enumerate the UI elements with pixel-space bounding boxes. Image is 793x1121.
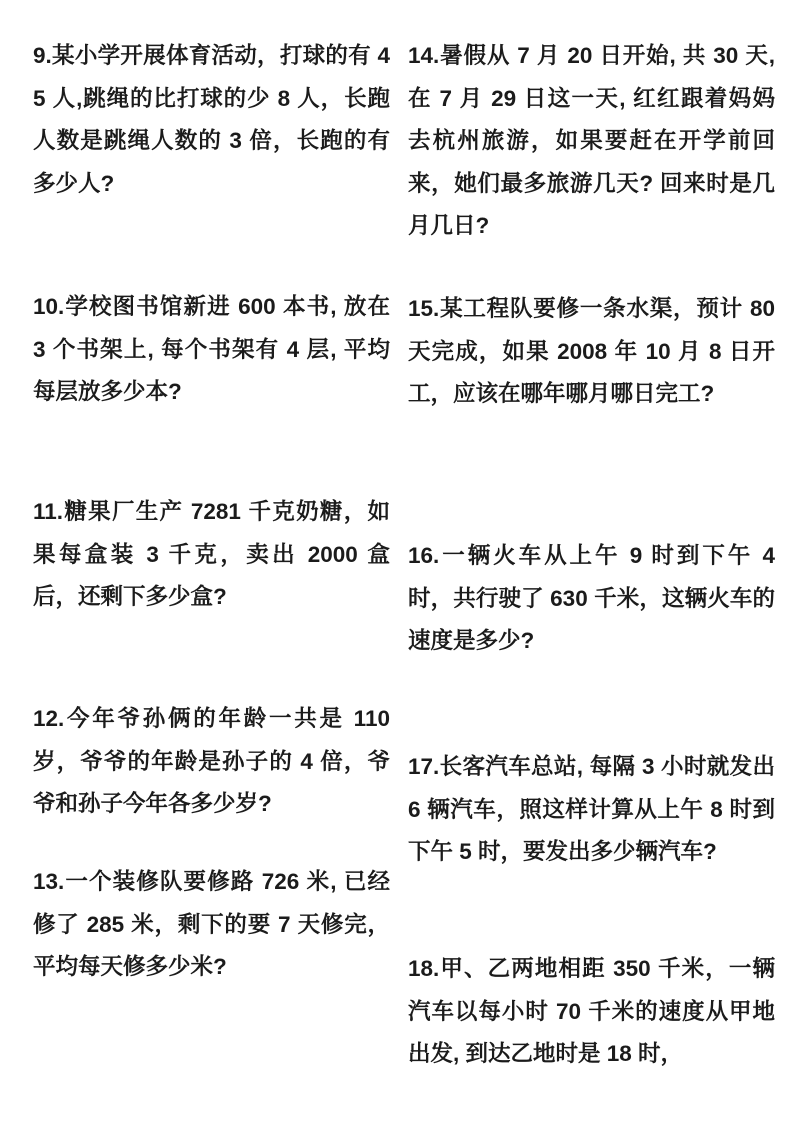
problem-18: 18.甲、乙两地相距 350 千米，一辆汽车以每小时 70 千米的速度从甲地出发, 到达乙地时是 18 时， xyxy=(408,956,775,1067)
problem-16: 16.一辆火车从上午 9 时到下午 4 时，共行驶了 630 千米，这辆火车的速度是多少? xyxy=(408,543,775,654)
problem-11: 11.糖果厂生产 7281 千克奶糖，如果每盒装 3 千克，卖出 2000 盒后，还剩下多少盒? xyxy=(33,499,390,610)
problem-10: 10.学校图书馆新进 600 本书, 放在 3 个书架上, 每个书架有 4 层, 平均每层放多少本? xyxy=(33,294,390,405)
problem-15: 15.某工程队要修一条水渠，预计 80 天完成，如果 2008 年 10 月 8 日开工，应该在哪年哪月哪日完工? xyxy=(408,296,775,407)
problem-17: 17.长客汽车总站, 每隔 3 小时就发出 6 辆汽车，照这样计算从上午 8 时到下午 5 时，要发出多少辆汽车? xyxy=(408,754,775,865)
right-column xyxy=(408,0,775,1121)
problem-12: 12.今年爷孙俩的年龄一共是 110 岁，爷爷的年龄是孙子的 4 倍，爷爷和孙子今年各多少岁? xyxy=(33,706,390,817)
problem-14: 14.暑假从 7 月 20 日开始, 共 30 天, 在 7 月 29 日这一天, 红红跟着妈妈去杭州旅游，如果要赶在开学前回来，她们最多旅游几天? 回来时是几月几日? xyxy=(408,43,775,239)
left-column xyxy=(33,0,390,1121)
problem-13: 13.一个装修队要修路 726 米, 已经修了 285 米，剩下的要 7 天修完，平均每天修多少米? xyxy=(33,869,390,980)
problem-9: 9.某小学开展体育活动，打球的有 45 人,跳绳的比打球的少 8 人，长跑人数是跳绳人数的 3 倍，长跑的有多少人? xyxy=(33,43,390,196)
